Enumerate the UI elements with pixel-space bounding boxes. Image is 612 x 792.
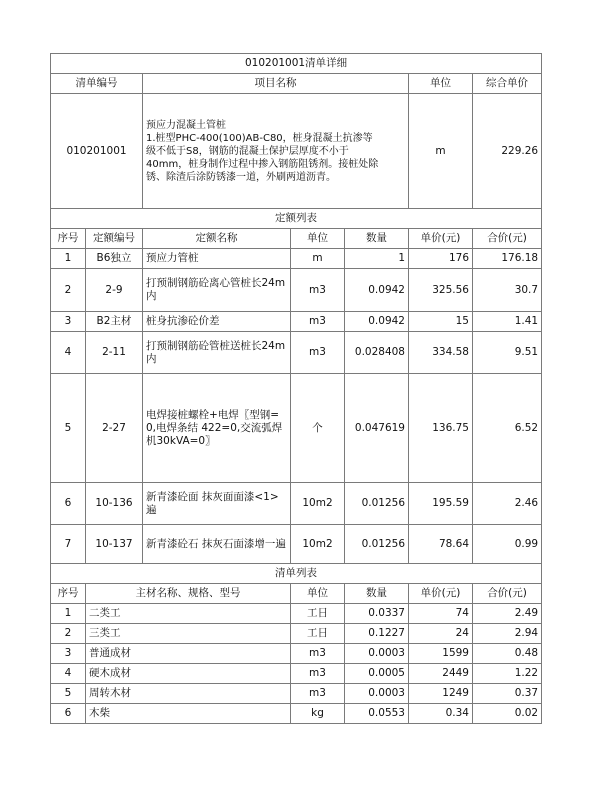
material-row: [51, 664, 542, 684]
material-idx: 5: [51, 684, 86, 704]
quota-code: 2-27: [86, 374, 143, 483]
material-row: [51, 644, 542, 664]
bill-price: 229.26: [473, 94, 542, 209]
quota-price: 15: [409, 312, 473, 332]
material-row: [51, 704, 542, 724]
material-idx: 3: [51, 644, 86, 664]
quota-name: 新青漆砼面 抹灰面面漆<1>遍: [143, 483, 291, 525]
material-header-row: [51, 584, 542, 604]
quota-row: [51, 312, 542, 332]
quota-price: 176: [409, 249, 473, 269]
material-unit: 工日: [291, 604, 345, 624]
quota-price-header: 单价(元): [409, 229, 473, 249]
material-total: 0.48: [473, 644, 542, 664]
quota-qty-header: 数量: [345, 229, 409, 249]
quota-unit-header: 单位: [291, 229, 345, 249]
quota-idx: 3: [51, 312, 86, 332]
quota-price: 136.75: [409, 374, 473, 483]
material-idx: 4: [51, 664, 86, 684]
material-price: 1599: [409, 644, 473, 664]
bill-name-header: 项目名称: [143, 74, 409, 94]
material-price: 24: [409, 624, 473, 644]
material-name: 三类工: [86, 624, 291, 644]
bill-detail-table: [50, 53, 542, 724]
quota-total: 6.52: [473, 374, 542, 483]
material-unit-header: 单位: [291, 584, 345, 604]
material-unit: m3: [291, 664, 345, 684]
quota-code: 2-9: [86, 269, 143, 312]
material-row: [51, 624, 542, 644]
material-idx: 2: [51, 624, 86, 644]
quota-idx: 7: [51, 525, 86, 564]
quota-code: 10-136: [86, 483, 143, 525]
material-price: 1249: [409, 684, 473, 704]
material-total: 2.94: [473, 624, 542, 644]
material-row: [51, 684, 542, 704]
material-name-header: 主材名称、规格、型号: [86, 584, 291, 604]
quota-idx: 5: [51, 374, 86, 483]
quota-idx: 1: [51, 249, 86, 269]
quota-name: 电焊接桩螺栓+电焊〖型钢=0,电焊条结 422=0,交流弧焊机30kVA=0〗: [143, 374, 291, 483]
bill-desc-line: 预应力混凝土管桩: [146, 119, 226, 131]
quota-idx: 4: [51, 332, 86, 374]
bill-description: [143, 94, 409, 209]
bill-desc-line: 1.桩型PHC-400(100)AB-C80，桩身混凝土抗渗等: [146, 132, 373, 144]
bill-unit: m: [409, 94, 473, 209]
material-total: 0.37: [473, 684, 542, 704]
quota-price: 325.56: [409, 269, 473, 312]
quota-qty: 0.01256: [345, 483, 409, 525]
material-idx: 1: [51, 604, 86, 624]
quota-name-header: 定额名称: [143, 229, 291, 249]
material-price: 0.34: [409, 704, 473, 724]
material-qty: 0.0337: [345, 604, 409, 624]
material-price-header: 单价(元): [409, 584, 473, 604]
bill-header-row: [51, 74, 542, 94]
material-idx: 6: [51, 704, 86, 724]
sheet-title: 010201001清单详细: [51, 54, 542, 74]
quota-row: [51, 269, 542, 312]
material-price: 74: [409, 604, 473, 624]
quota-idx: 2: [51, 269, 86, 312]
quota-idx: 6: [51, 483, 86, 525]
quota-unit: m3: [291, 269, 345, 312]
bill-price-header: 综合单价: [473, 74, 542, 94]
material-total: 1.22: [473, 664, 542, 684]
quota-name: 打预制钢筋砼管桩送桩长24m内: [143, 332, 291, 374]
material-qty: 0.1227: [345, 624, 409, 644]
quota-header-row: [51, 229, 542, 249]
quota-row: [51, 249, 542, 269]
quota-total: 9.51: [473, 332, 542, 374]
material-section-title: 清单列表: [51, 564, 542, 584]
material-unit: kg: [291, 704, 345, 724]
material-name: 二类工: [86, 604, 291, 624]
quota-qty: 1: [345, 249, 409, 269]
quota-code: B6独立: [86, 249, 143, 269]
quota-code: 2-11: [86, 332, 143, 374]
quota-qty: 0.0942: [345, 269, 409, 312]
quota-qty: 0.028408: [345, 332, 409, 374]
quota-qty: 0.047619: [345, 374, 409, 483]
quota-qty: 0.0942: [345, 312, 409, 332]
quota-row: [51, 374, 542, 483]
material-qty: 0.0003: [345, 644, 409, 664]
quota-row: [51, 483, 542, 525]
quota-code-header: 定额编号: [86, 229, 143, 249]
quota-unit: m3: [291, 312, 345, 332]
material-unit: m3: [291, 684, 345, 704]
bill-desc-line: 40mm，桩身制作过程中掺入钢筋阻锈剂。接桩处除: [146, 158, 379, 170]
quota-price: 334.58: [409, 332, 473, 374]
material-total: 0.02: [473, 704, 542, 724]
quota-row: [51, 332, 542, 374]
quota-name: 新青漆砼石 抹灰石面漆增一遍: [143, 525, 291, 564]
bill-code-header: 清单编号: [51, 74, 143, 94]
quota-total: 1.41: [473, 312, 542, 332]
quota-total: 30.7: [473, 269, 542, 312]
quota-total: 2.46: [473, 483, 542, 525]
bill-desc-line: 级不低于S8，钢筋的混凝土保护层厚度不小于: [146, 145, 349, 157]
material-total: 2.49: [473, 604, 542, 624]
quota-name: 打预制钢筋砼离心管桩长24m内: [143, 269, 291, 312]
bill-row: [51, 94, 542, 209]
material-qty-header: 数量: [345, 584, 409, 604]
material-qty: 0.0553: [345, 704, 409, 724]
quota-unit: 个: [291, 374, 345, 483]
quota-name: 预应力管桩: [143, 249, 291, 269]
quota-total-header: 合价(元): [473, 229, 542, 249]
material-price: 2449: [409, 664, 473, 684]
material-total-header: 合价(元): [473, 584, 542, 604]
quota-qty: 0.01256: [345, 525, 409, 564]
quota-row: [51, 525, 542, 564]
material-name: 木柴: [86, 704, 291, 724]
quota-unit: 10m2: [291, 483, 345, 525]
material-unit: 工日: [291, 624, 345, 644]
material-name: 硬木成材: [86, 664, 291, 684]
quota-unit: 10m2: [291, 525, 345, 564]
material-qty: 0.0003: [345, 684, 409, 704]
quota-section-title: 定额列表: [51, 209, 542, 229]
quota-unit: m: [291, 249, 345, 269]
quota-unit: m3: [291, 332, 345, 374]
quota-code: B2主材: [86, 312, 143, 332]
quota-name: 桩身抗渗砼价差: [143, 312, 291, 332]
material-unit: m3: [291, 644, 345, 664]
quota-total: 176.18: [473, 249, 542, 269]
bill-code: 010201001: [51, 94, 143, 209]
bill-desc-line: 锈、除渣后涂防锈漆一道，外刷两道沥青。: [146, 171, 336, 183]
quota-code: 10-137: [86, 525, 143, 564]
material-idx-header: 序号: [51, 584, 86, 604]
bill-unit-header: 单位: [409, 74, 473, 94]
material-row: [51, 604, 542, 624]
material-name: 周转木材: [86, 684, 291, 704]
quota-total: 0.99: [473, 525, 542, 564]
material-qty: 0.0005: [345, 664, 409, 684]
quota-idx-header: 序号: [51, 229, 86, 249]
material-name: 普通成材: [86, 644, 291, 664]
quota-price: 78.64: [409, 525, 473, 564]
quota-price: 195.59: [409, 483, 473, 525]
